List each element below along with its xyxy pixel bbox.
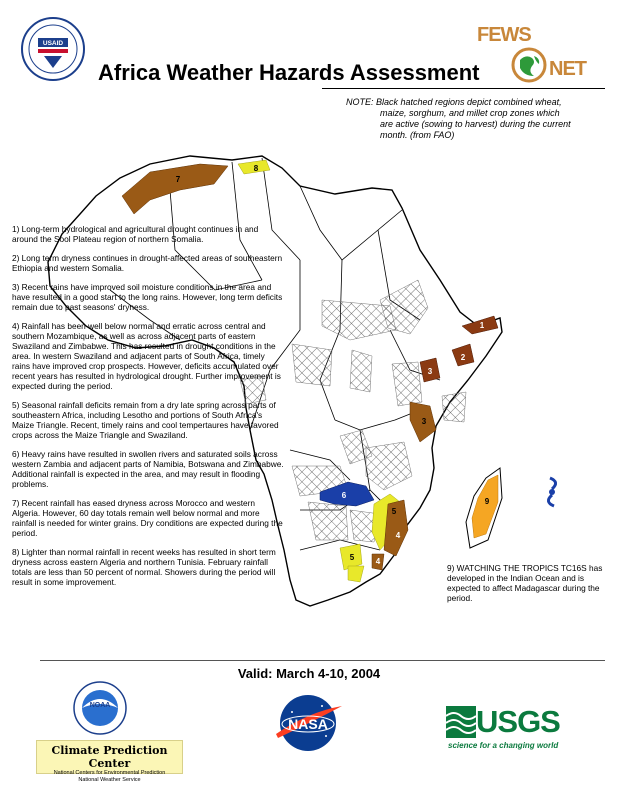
noaa-logo bbox=[72, 680, 128, 736]
header-rule bbox=[322, 88, 605, 89]
label-region-9: 9 bbox=[484, 497, 490, 506]
usaid-logo bbox=[20, 16, 86, 82]
hazard-text-7: 7) Recent rainfall has eased dryness across Morocco and western Algeria. However, 60 day totals remain well below normal and more rainfall is needed for winter grains. Dry conditions are expected during the period. bbox=[12, 498, 283, 538]
tropical-cyclone-icon bbox=[548, 478, 555, 506]
noaa-label: NOAA bbox=[89, 702, 111, 709]
cpc-box bbox=[36, 740, 183, 783]
nasa-label: NASA bbox=[288, 716, 328, 732]
label-region-8: 8 bbox=[253, 164, 259, 173]
label-region-2: 2 bbox=[460, 353, 466, 362]
usgs-wordmark: USGS bbox=[476, 704, 560, 739]
page-title: Africa Weather Hazards Assessment bbox=[98, 60, 480, 85]
nasa-logo bbox=[272, 692, 344, 754]
label-region-6: 6 bbox=[341, 491, 347, 500]
net-wordmark: NET bbox=[549, 58, 586, 80]
cpc-title: Climate Prediction Center bbox=[51, 744, 168, 770]
note-line-1: NOTE: Black hatched regions depict combined wheat, bbox=[346, 97, 562, 107]
fews-net-globe-icon bbox=[510, 46, 548, 84]
label-region-5b: 5 bbox=[349, 553, 355, 562]
note-line-2: maize, sorghum, and millet crop zones which bbox=[380, 108, 560, 118]
hazard-descriptions bbox=[12, 224, 284, 596]
hazard-text-2: 2) Long term dryness continues in drought-affected areas of southeastern Ethiopia and western Somalia. bbox=[12, 253, 283, 273]
hazard-text-6: 6) Heavy rains have resulted in swollen rivers and saturated soils across western Zambia and adjacent parts of Namibia, Botswana and Zimbabwe. Additional rainfall is expected in the area, and may result in flooding problems. bbox=[12, 449, 284, 489]
fews-wordmark: FEWS bbox=[477, 24, 531, 46]
note-line-3: are active (sowing to harvest) during the current bbox=[380, 119, 571, 129]
hazard-text-8: 8) Lighter than normal rainfall in recent weeks has resulted in short term dryness across eastern Algeria and northern Tunisia. February rainfall totals are less than 50 percent of normal. Showers during the period will result in some improvement. bbox=[12, 547, 276, 587]
label-region-3a: 3 bbox=[427, 367, 433, 376]
hazard-text-3: 3) Recent rains have improved soil moisture conditions in the area and have resulted in a good start to the long rains. However, long term deficits remain due to past seasons' dryness. bbox=[12, 282, 283, 312]
valid-dates: Valid: March 4-10, 2004 bbox=[237, 666, 381, 681]
label-region-3b: 3 bbox=[421, 417, 427, 426]
label-region-1: 1 bbox=[479, 321, 485, 330]
usgs-tagline: science for a changing world bbox=[448, 741, 559, 750]
hazard-text-4: 4) Rainfall has been well below normal and erratic across central and southern Mozambique, as well as across adjacent parts of eastern Swaziland and Zimbabwe. This has resulted in drought conditions in the area. In western Swaziland and adjacent parts of South Africa, timely rains have improved crop prospects. However, deficits accumulated over recent years has resulted in hydrological drought. Further improvement is expected during the period. bbox=[12, 321, 281, 391]
label-region-4: 4 bbox=[395, 531, 401, 540]
label-region-5a: 5 bbox=[391, 507, 397, 516]
label-region-7: 7 bbox=[175, 175, 181, 184]
cpc-subtitle-1: National Centers for Environmental Prediction bbox=[53, 770, 166, 776]
usgs-wave-icon bbox=[446, 706, 476, 738]
usaid-label: USAID bbox=[42, 40, 64, 47]
footer-rule bbox=[40, 660, 605, 661]
note-line-4: month. (from FAO) bbox=[380, 130, 455, 140]
cpc-subtitle-2: National Weather Service bbox=[78, 777, 141, 783]
hazard-text-1: 1) Long-term hydrological and agricultural drought continues in and around the Sool Plateau region of northern Somalia. bbox=[12, 224, 259, 244]
label-region-4b: 4 bbox=[375, 557, 381, 566]
watching-tropics-text: 9) WATCHING THE TROPICS TC16S has developed in the Indian Ocean and is expected to affect Madagascar during the period. bbox=[447, 563, 603, 603]
hazard-text-5: 5) Seasonal rainfall deficits remain from a dry late spring across parts of southeastern Africa, including Lesotho and portions of South Africa's Maize Triangle. Recent, timely rains and cool tempertaures have favored crops across the Maize Triangle and Swaziland. bbox=[12, 400, 279, 440]
